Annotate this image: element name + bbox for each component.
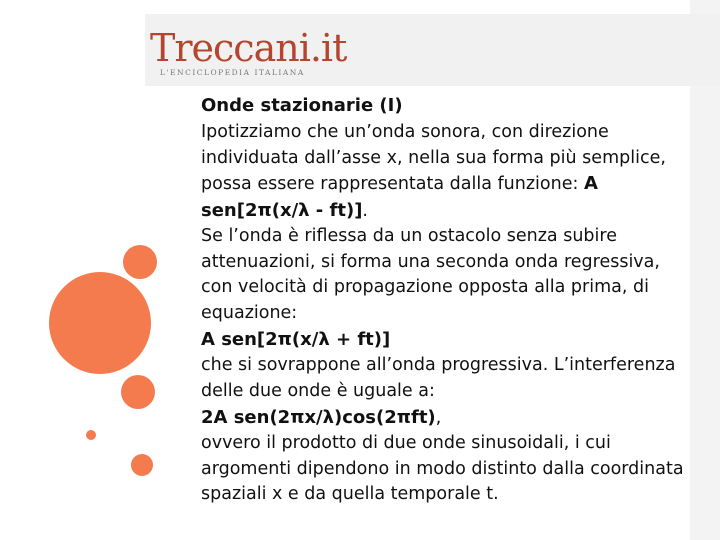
slide-title: Onde stazionarie (I)	[201, 95, 403, 116]
decorative-circle-large	[49, 272, 151, 374]
treccani-logo	[150, 28, 346, 77]
slide-content	[201, 92, 691, 508]
paragraph-intro-end: .	[362, 200, 368, 221]
paragraph-intro	[201, 120, 691, 224]
paragraph-reflection: Se l’onda è riflessa da un ostacolo senza subire attenuazioni, si forma una seconda onda regressiva, con velocità di propagazione opposta alla prima, di equazione:	[201, 226, 660, 323]
decorative-circle-small-top	[123, 245, 157, 279]
formula-regressive-wave: A sen[2π(x/λ + ft)]	[201, 329, 391, 350]
logo-wordmark: Treccani.it	[150, 26, 347, 70]
formula-progressive-wave: A sen[2π(x/λ - ft)]	[201, 173, 598, 221]
formula-standing-wave-text: 2A sen(2πx/λ)cos(2πft)	[201, 407, 436, 428]
paragraph-intro-text: Ipotizziamo che un’onda sonora, con direzione individuata dall’asse x, nella sua forma più semplice, possa essere rappresentata dalla funzione:	[201, 122, 666, 194]
logo-tagline: L'ENCICLOPEDIA ITALIANA	[160, 68, 305, 77]
decorative-dot	[86, 430, 96, 440]
decorative-circle-small-middle	[121, 375, 155, 409]
formula-standing-wave	[201, 404, 691, 431]
paragraph-conclusion: ovvero il prodotto di due onde sinusoidali, i cui argomenti dipendono in modo distinto dalla coordinata spaziali x e da quella temporale t.	[201, 433, 684, 504]
formula-standing-wave-end: ,	[435, 407, 442, 428]
decorative-circle-small-bottom	[131, 454, 153, 476]
paragraph-interference: che si sovrappone all’onda progressiva. L’interferenza delle due onde è uguale a:	[201, 355, 676, 401]
